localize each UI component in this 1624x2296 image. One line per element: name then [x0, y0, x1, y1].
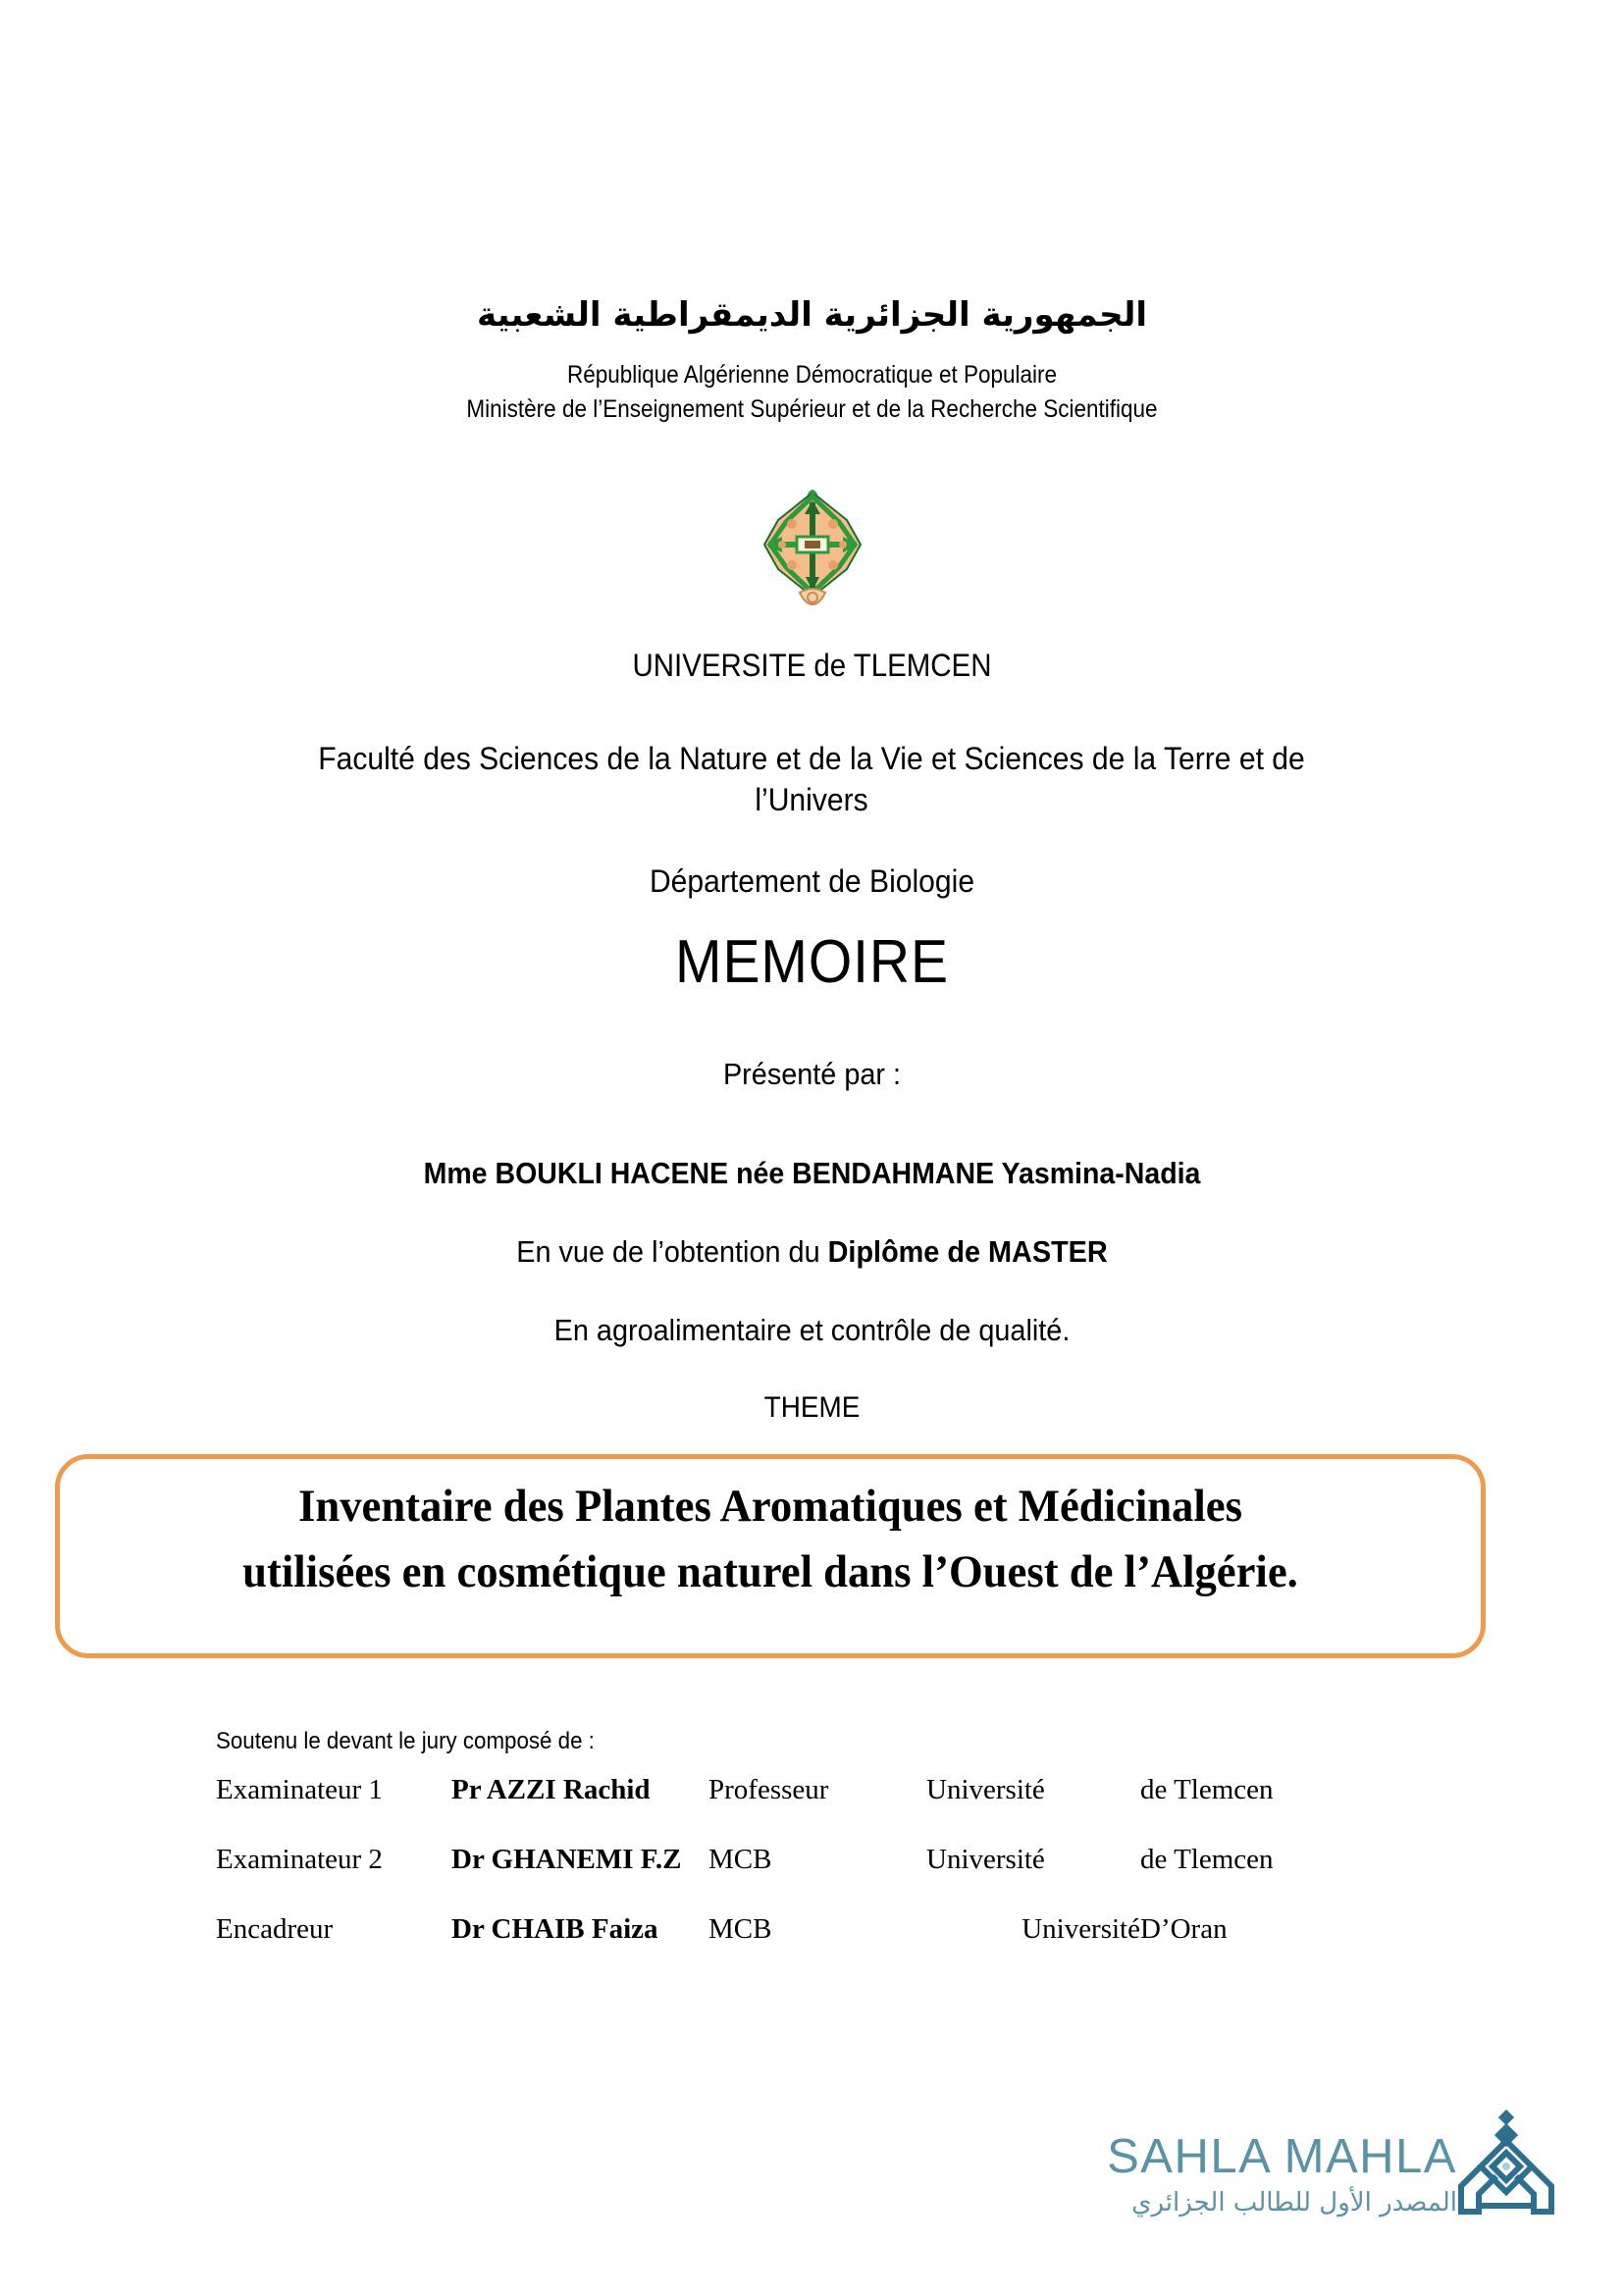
sahla-mahla-ornament-icon: [1449, 2108, 1555, 2231]
jury-grade: MCB: [708, 1913, 772, 1945]
diploma-name: Diplôme de MASTER: [827, 1234, 1108, 1269]
document-type-title: MEMOIRE: [675, 928, 949, 996]
jury-city: de Tlemcen: [1140, 1774, 1274, 1805]
jury-name: Pr AZZI Rachid: [451, 1774, 651, 1805]
table-row: [216, 1915, 1413, 1944]
national-header: [0, 294, 1624, 428]
table-row: [216, 1846, 1413, 1915]
jury-university: Université: [926, 1774, 1045, 1805]
jury-university: Université: [1022, 1913, 1140, 1945]
jury-grade: Professeur: [708, 1774, 829, 1805]
french-republic-line: République Algérienne Démocratique et Populaire: [566, 360, 1058, 389]
jury-grade: MCB: [708, 1844, 772, 1875]
algeria-ministry-emblem-icon: [753, 483, 872, 606]
brand-arabic-tagline: المصدر الأول للطالب الجزائري: [1131, 2188, 1457, 2218]
jury-city: de Tlemcen: [1140, 1844, 1274, 1875]
jury-university: Université: [926, 1844, 1045, 1875]
jury-role: Encadreur: [216, 1913, 334, 1945]
theme-title-line-1: Inventaire des Plantes Aromatiques et Médicinales: [298, 1481, 1242, 1532]
jury-role: Examinateur 1: [216, 1774, 383, 1805]
speciality-line: En agroalimentaire et contrôle de qualité.: [553, 1313, 1071, 1347]
jury-intro-text: Soutenu le devant le jury composé de :: [216, 1728, 595, 1754]
diploma-prefix: En vue de l’obtention du: [516, 1234, 828, 1269]
department-name: Département de Biologie: [649, 863, 975, 899]
brand-wordmark: SAHLA MAHLA: [1107, 2130, 1457, 2183]
sahla-mahla-logo: [1045, 2108, 1555, 2255]
jury-role: Examinateur 2: [216, 1844, 383, 1875]
jury-city: D’Oran: [1140, 1913, 1228, 1945]
presented-by-label: Présenté par :: [722, 1057, 902, 1091]
jury-table: [216, 1776, 1413, 1944]
theme-title: [90, 1474, 1449, 1604]
arabic-republic-title: الجمهورية الجزائرية الديمقراطية الشعبية: [477, 295, 1147, 335]
emblem-container: [0, 483, 1624, 610]
theme-label: THEME: [763, 1391, 861, 1424]
theme-title-line-2: utilisées en cosmétique naturel dans l’Ouest de l’Algérie.: [242, 1545, 1298, 1597]
jury-name: Dr CHAIB Faiza: [451, 1913, 658, 1945]
jury-name: Dr GHANEMI F.Z: [451, 1844, 682, 1875]
diploma-line: [57, 1234, 1567, 1270]
author-name: Mme BOUKLI HACENE née BENDAHMANE Yasmina-Nadia: [423, 1156, 1201, 1190]
ministry-line: Ministère de l’Enseignement Supérieur et de la Recherche Scientifique: [466, 395, 1158, 423]
table-row: [216, 1776, 1413, 1846]
faculty-name: Faculté des Sciences de la Nature et de la Vie et Sciences de la Terre et de l’Univers: [318, 741, 1305, 818]
university-name: UNIVERSITE de TLEMCEN: [632, 648, 992, 683]
